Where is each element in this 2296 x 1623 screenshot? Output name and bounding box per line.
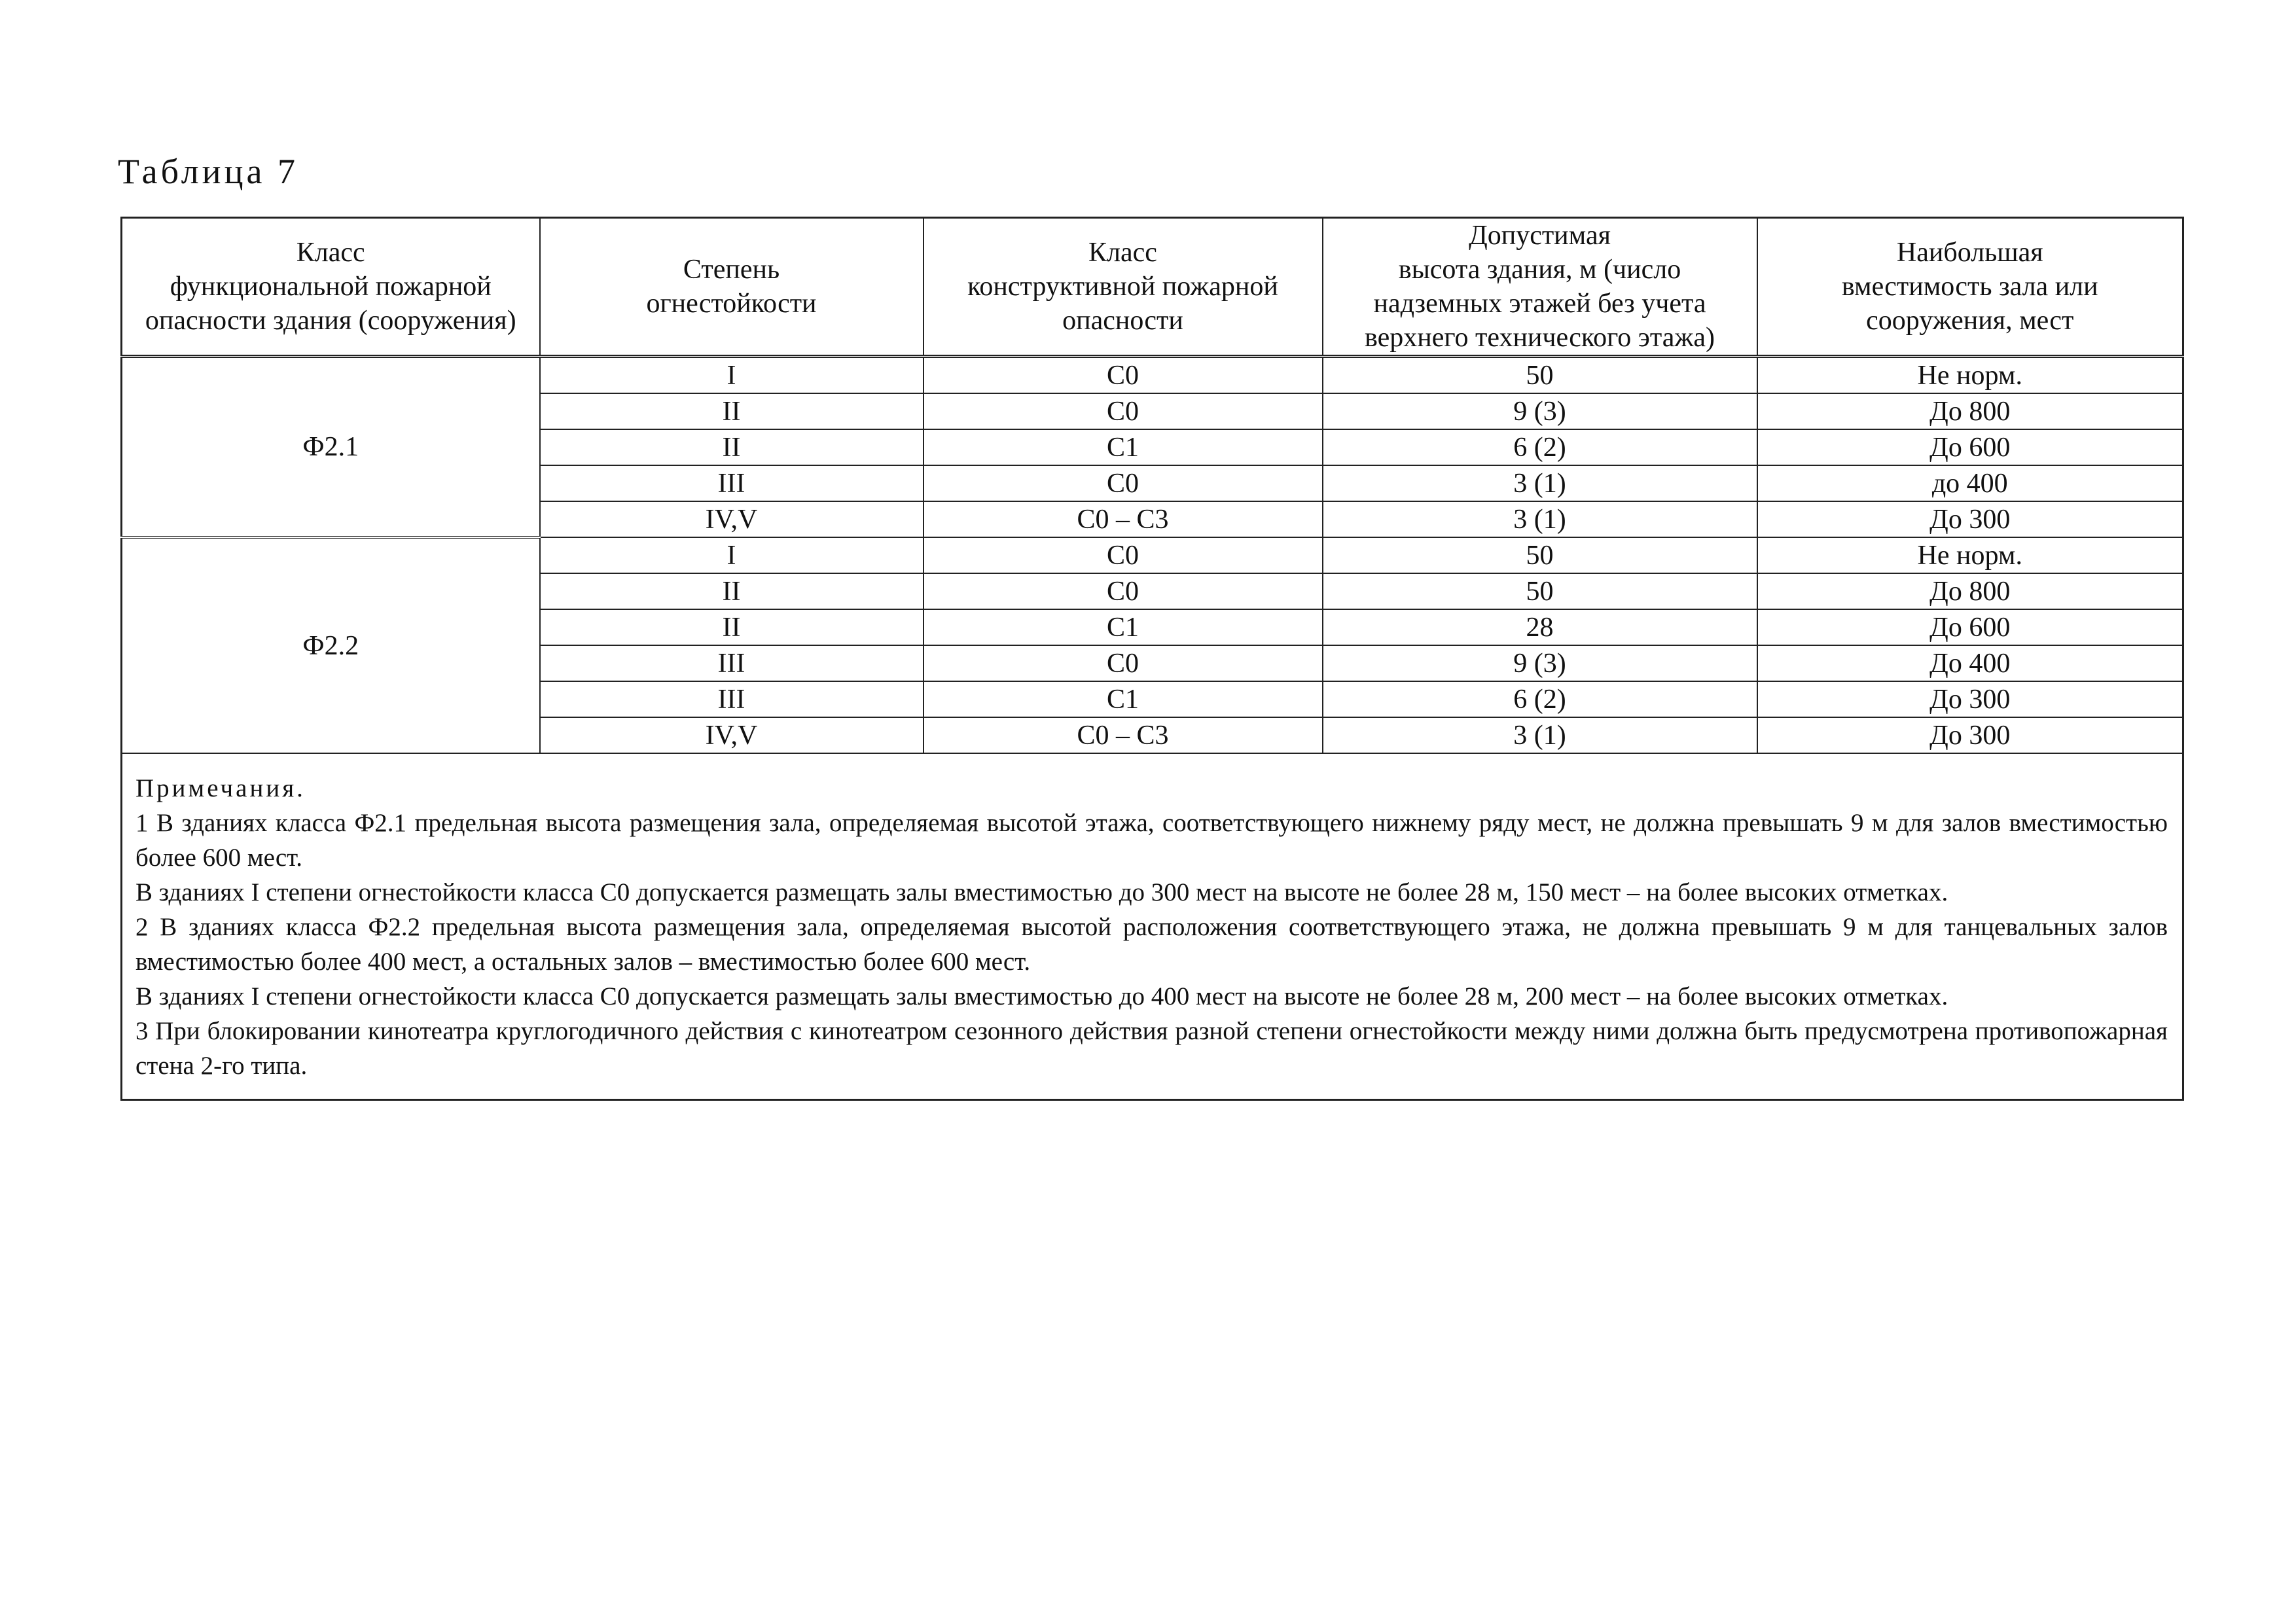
- capacity-cell: До 300: [1757, 681, 2183, 717]
- capacity-cell: До 300: [1757, 501, 2183, 537]
- note-paragraph-1: 1 В зданиях класса Ф2.1 предельная высота размещения зала, определяемая высотой этажа, соответствующего нижнему ряду мест, не должна превышать 9 м для залов вместимостью более 600 мест.: [135, 809, 2168, 872]
- construct-class-cell: С0: [924, 573, 1323, 609]
- fire-resistance-cell: I: [540, 357, 924, 394]
- fire-resistance-cell: II: [540, 393, 924, 429]
- capacity-cell: До 400: [1757, 645, 2183, 681]
- construct-class-cell: С0: [924, 465, 1323, 501]
- note-paragraph-2: В зданиях I степени огнестойкости класса С0 допускается размещать залы вместимостью до 300 мест на высоте не более 28 м, 150 мест – на более высоких отметках.: [135, 878, 1948, 906]
- construct-class-cell: С1: [924, 609, 1323, 645]
- note-paragraph-3: 2 В зданиях класса Ф2.2 предельная высота размещения зала, определяемая высотой расположения соответствующего этажа, не должна превышать 9 м для танцевальных залов вместимостью более 400 мест, а остальных залов – вместимостью более 600 мест.: [135, 913, 2168, 976]
- construct-class-cell: С0 – С3: [924, 717, 1323, 753]
- capacity-cell: До 600: [1757, 609, 2183, 645]
- header-row: [122, 218, 2183, 357]
- header-max-capacity: Наибольшая вместимость зала или сооружения, мест: [1757, 218, 2183, 357]
- construct-class-cell: С0: [924, 357, 1323, 394]
- table-caption: Таблица 7: [118, 152, 298, 191]
- construct-class-cell: С0: [924, 393, 1323, 429]
- capacity-cell: до 400: [1757, 465, 2183, 501]
- construct-class-cell: С0: [924, 537, 1323, 573]
- fire-resistance-cell: II: [540, 573, 924, 609]
- construct-class-cell: С1: [924, 429, 1323, 465]
- notes-cell: [122, 753, 2183, 1100]
- functional-class-cell: Ф2.2: [122, 537, 540, 753]
- note-paragraph-4: В зданиях I степени огнестойкости класса С0 допускается размещать залы вместимостью до 400 мест на высоте не более 28 м, 200 мест – на более высоких отметках.: [135, 982, 1948, 1010]
- header-fire-resistance: Степень огнестойкости: [540, 218, 924, 357]
- note-paragraph-5: 3 При блокировании кинотеатра круглогодичного действия с кинотеатром сезонного действия разной степени огнестойкости между ними должна быть предусмотрена противопожарная стена 2-го типа.: [135, 1017, 2168, 1080]
- height-cell: 50: [1323, 357, 1757, 394]
- capacity-cell: До 800: [1757, 393, 2183, 429]
- construct-class-cell: С0: [924, 645, 1323, 681]
- fire-resistance-cell: II: [540, 429, 924, 465]
- header-allowed-height: Допустимая высота здания, м (число надземных этажей без учета верхнего технического этажа): [1323, 218, 1757, 357]
- notes: [122, 754, 2182, 1099]
- fire-resistance-cell: III: [540, 681, 924, 717]
- height-cell: 50: [1323, 537, 1757, 573]
- construct-class-cell: С1: [924, 681, 1323, 717]
- height-cell: 6 (2): [1323, 681, 1757, 717]
- functional-class-cell: Ф2.1: [122, 357, 540, 538]
- fire-resistance-cell: II: [540, 609, 924, 645]
- fire-resistance-cell: III: [540, 465, 924, 501]
- capacity-cell: До 300: [1757, 717, 2183, 753]
- notes-title: Примечания.: [135, 774, 306, 802]
- height-cell: 3 (1): [1323, 717, 1757, 753]
- capacity-cell: Не норм.: [1757, 357, 2183, 394]
- height-cell: 28: [1323, 609, 1757, 645]
- capacity-cell: До 800: [1757, 573, 2183, 609]
- fire-resistance-cell: IV,V: [540, 717, 924, 753]
- table-row: [122, 357, 2183, 394]
- construct-class-cell: С0 – С3: [924, 501, 1323, 537]
- table-row: [122, 537, 2183, 573]
- height-cell: 50: [1323, 573, 1757, 609]
- height-cell: 3 (1): [1323, 501, 1757, 537]
- capacity-cell: До 600: [1757, 429, 2183, 465]
- height-cell: 6 (2): [1323, 429, 1757, 465]
- fire-safety-table: [120, 217, 2184, 1101]
- header-functional-class: Класс функциональной пожарной опасности здания (сооружения): [122, 218, 540, 357]
- fire-resistance-cell: I: [540, 537, 924, 573]
- notes-row: [122, 753, 2183, 1100]
- table-body: [122, 357, 2183, 754]
- height-cell: 3 (1): [1323, 465, 1757, 501]
- height-cell: 9 (3): [1323, 645, 1757, 681]
- header-construct-class: Класс конструктивной пожарной опасности: [924, 218, 1323, 357]
- fire-resistance-cell: III: [540, 645, 924, 681]
- height-cell: 9 (3): [1323, 393, 1757, 429]
- fire-resistance-cell: IV,V: [540, 501, 924, 537]
- capacity-cell: Не норм.: [1757, 537, 2183, 573]
